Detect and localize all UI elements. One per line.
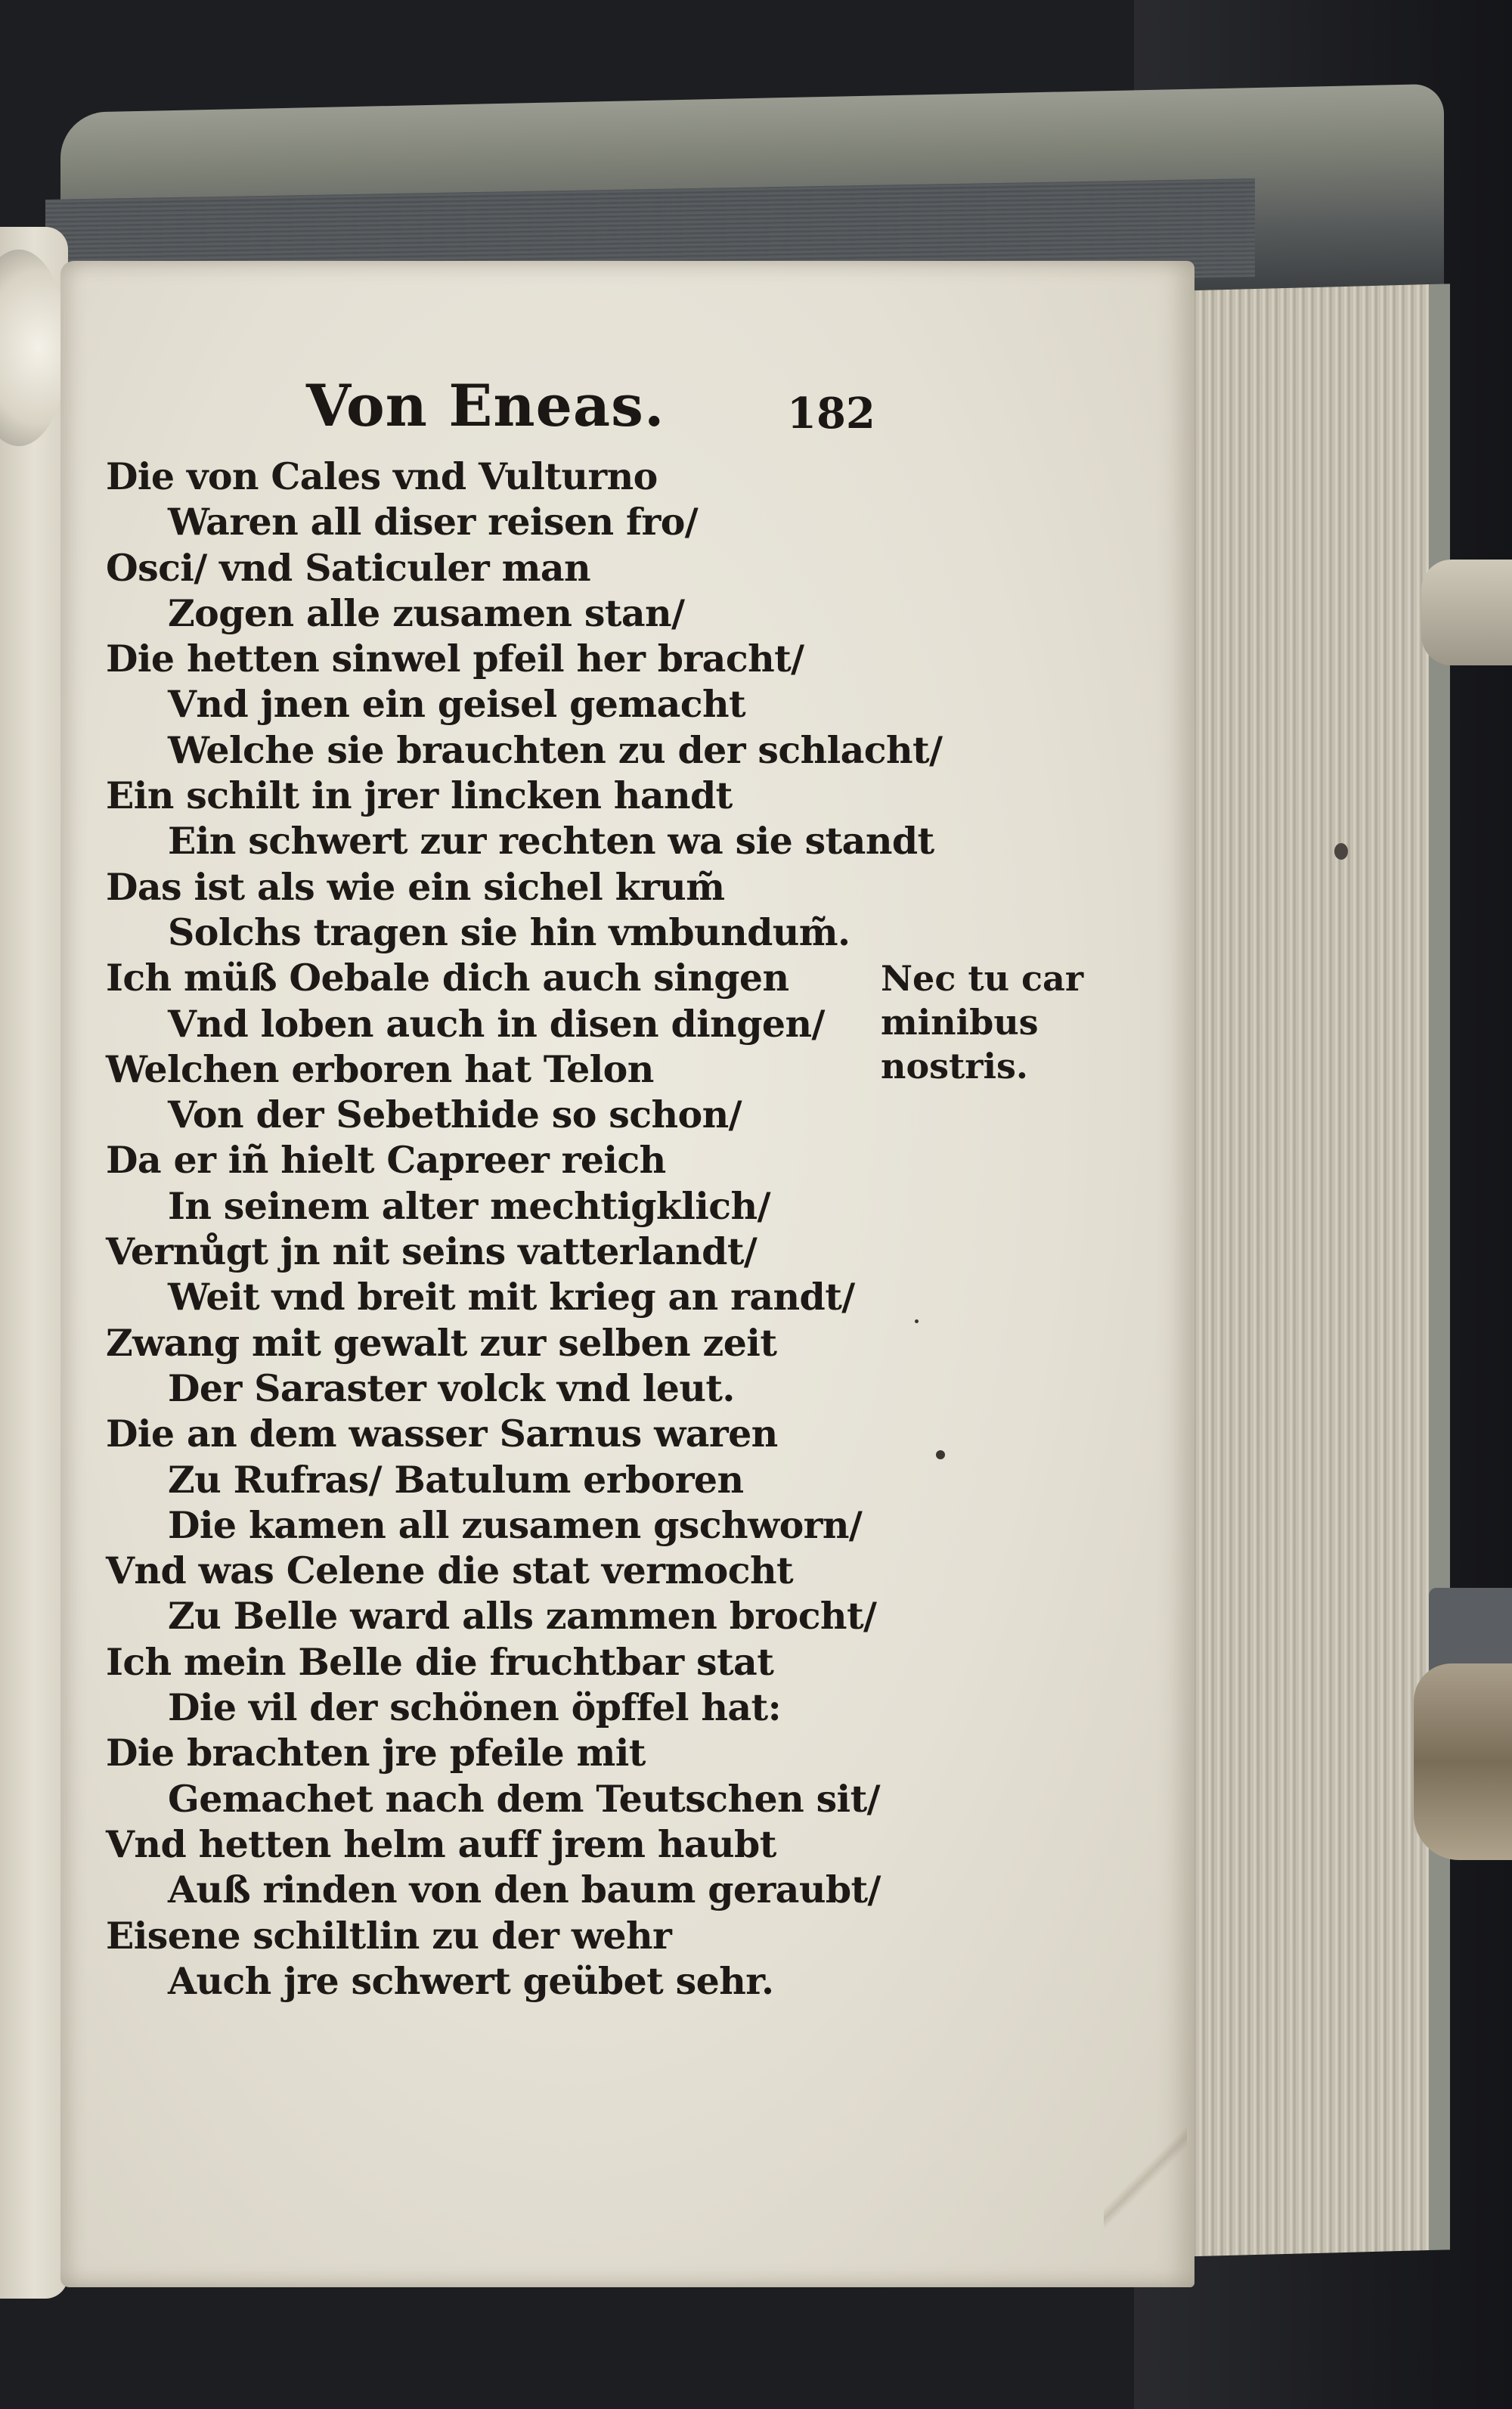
verse-line: Auch jre schwert geübet sehr. (168, 1958, 774, 2003)
verse-line: Der Saraster volck vnd leut. (168, 1366, 735, 1410)
verse-line: Die brachten jre pfeile mit (106, 1731, 646, 1775)
ink-speck (936, 1450, 945, 1459)
verse-line: Von der Sebethide so schon/ (168, 1093, 742, 1137)
verse-line: Vnd hetten helm auff jrem haubt (106, 1821, 776, 1866)
ink-speck (1334, 843, 1348, 860)
book-fore-edge (1179, 284, 1450, 2256)
verse-line: Die von Cales vnd Vulturno (106, 454, 658, 498)
marginal-note-line: Nec tu car (881, 958, 1084, 999)
verse-line: Zu Rufras/ Batulum erboren (168, 1457, 744, 1502)
verse-line: Solchs tragen sie hin vmbundum̃. (168, 910, 850, 954)
verse-line: Weit vnd breit mit krieg an randt/ (168, 1275, 855, 1319)
marginal-note (881, 956, 1084, 1088)
verse-line: Vnd loben auch in disen dingen/ (168, 1001, 825, 1046)
verse-line: Die vil der schönen öpffel hat: (168, 1685, 782, 1730)
verse-line: Vnd jnen ein geisel gemacht (168, 682, 746, 727)
verse-column (106, 454, 943, 2004)
verse-line: In seinem alter mechtigklich/ (168, 1183, 770, 1228)
clasp-lower (1414, 1663, 1512, 1860)
page-number: 182 (787, 389, 875, 439)
verse-line: Vernůgt jn nit seins vatterlandt/ (106, 1229, 758, 1274)
verse-line: Osci/ vnd Saticuler man (106, 545, 591, 590)
facing-page-edge (0, 227, 68, 2299)
verse-line: Zu Belle ward alls zammen brocht/ (168, 1594, 877, 1639)
verse-line: Zogen alle zusamen stan/ (168, 591, 685, 635)
verse-line: Auß rinden von den baum geraubt/ (168, 1868, 881, 1912)
marginal-note-line: nostris. (881, 1046, 1028, 1087)
marginal-note-line: minibus (881, 1002, 1039, 1043)
verse-line: Die hetten sinwel pfeil her bracht/ (106, 637, 804, 681)
verse-line: Welche sie brauchten zu der schlacht/ (168, 727, 943, 772)
verse-line: Das ist als wie ein sichel krum̃ (106, 864, 725, 909)
verse-line: Welchen erboren hat Telon (106, 1046, 654, 1091)
ink-speck (915, 1319, 919, 1323)
verse-line: Da er iñ hielt Capreer reich (106, 1138, 666, 1183)
verse-line: Ich mein Belle die fruchtbar stat (106, 1639, 774, 1684)
page-header (306, 372, 881, 455)
verse-line: Die an dem wasser Sarnus waren (106, 1412, 778, 1456)
verse-line: Die kamen all zusamen gschworn/ (168, 1502, 863, 1547)
verse-line: Ein schilt in jrer lincken handt (106, 774, 733, 818)
clasp-upper (1421, 560, 1512, 665)
verse-line: Vnd was Celene die stat vermocht (106, 1549, 794, 1593)
verse-line: Zwang mit gewalt zur selben zeit (106, 1320, 777, 1365)
verse-line: Ein schwert zur rechten wa sie standt (168, 819, 934, 863)
running-title: Von Eneas. (306, 372, 665, 439)
verse-line: Waren all diser reisen fro/ (168, 500, 699, 544)
verse-line: Ich müß Oebale dich auch singen (106, 956, 789, 1000)
verse-line: Gemachet nach dem Teutschen sit/ (168, 1776, 880, 1821)
verse-line: Eisene schiltlin zu der wehr (106, 1913, 672, 1958)
page-corner-crease (1104, 2110, 1187, 2246)
